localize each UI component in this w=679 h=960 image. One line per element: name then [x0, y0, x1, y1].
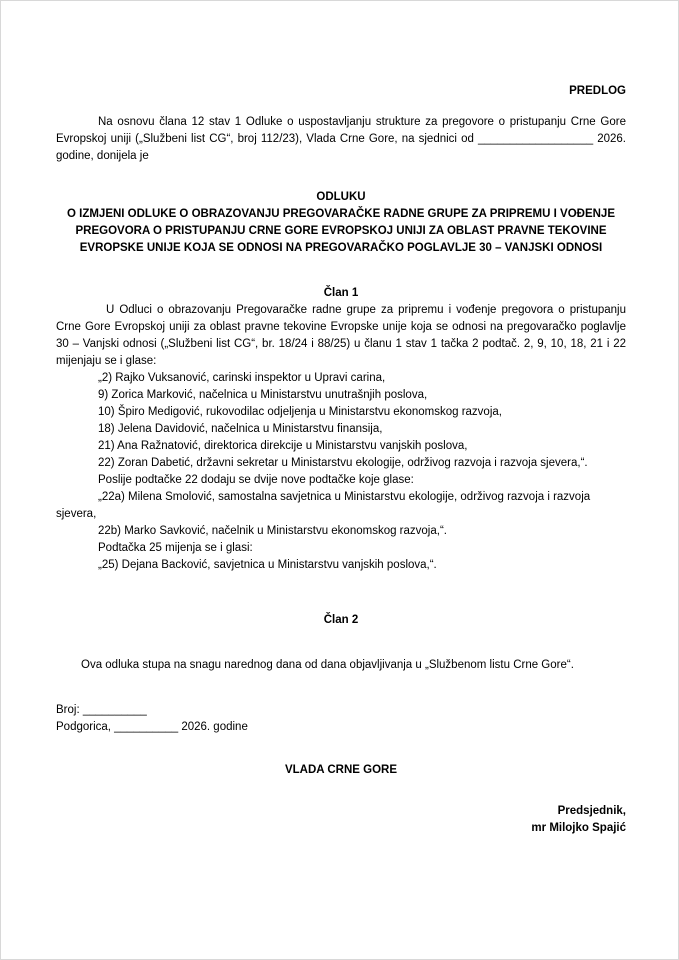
decision-title-block — [56, 189, 626, 257]
intro-paragraph: Na osnovu člana 12 stav 1 Odluke o uspostavljanju strukture za pregovore o pristupanju Crne Gore Evropskoj uniji („Službeni list CG“, broj 112/23), Vlada Crne Gore, na sjednici od __________________ 2026. godine, donijela je — [56, 116, 626, 162]
amendment-line: „25) Dejana Backović, savjetnica u Ministarstvu vanjskih poslova,“. — [98, 559, 437, 571]
signature-block — [56, 803, 626, 837]
article-2-body: Ova odluka stupa na snagu narednog dana od dana objavljivanja u „Službenom listu Crne Gore“. — [81, 659, 574, 671]
amendment-line: 18) Jelena Davidović, načelnica u Ministarstvu finansija, — [98, 423, 383, 435]
footer-number-line: Broj: __________ — [56, 704, 147, 716]
government-name: VLADA CRNE GORE — [284, 764, 398, 776]
amendment-line: „2) Rajko Vuksanović, carinski inspektor u Upravi carina, — [98, 372, 386, 384]
amendment-line: 10) Špiro Medigović, rukovodilac odjeljenja u Ministarstvu ekonomskog razvoja, — [98, 406, 502, 418]
amendment-line: 9) Zorica Marković, načelnica u Ministarstvu unutrašnjih poslova, — [98, 389, 428, 401]
decision-subtitle: O IZMJENI ODLUKE O OBRAZOVANJU PREGOVARAČKE RADNE GRUPE ZA PRIPREMU I VOĐENJE PREGOVORA O PRISTUPANJU CRNE GORE EVROPSKOJ UNIJI ZA OBLAST PRAVNE TEKOVINE EVROPSKE UNIJE KOJA SE ODNOSI NA PREGOVARAČKO POGLAVLJE 30 – VANJSKI ODNOSI — [66, 208, 615, 254]
amendment-line: 21) Ana Ražnatović, direktorica direkcije u Ministarstvu vanjskih poslova, — [98, 440, 468, 452]
amendment-line: „22a) Milena Smolović, samostalna savjetnica u Ministarstvu ekologije, održivog razvoja i razvoja sjevera, — [56, 491, 591, 520]
decision-title: ODLUKU — [316, 191, 366, 203]
article-1-amendment-lines — [56, 370, 626, 574]
doc-label: PREDLOG — [569, 85, 626, 97]
amendment-line: Podtačka 25 mijenja se i glasi: — [98, 542, 253, 554]
footer-place-date-line: Podgorica, __________ 2026. godine — [56, 721, 248, 733]
signature-title: Predsjednik, — [557, 805, 626, 817]
amendment-line: 22b) Marko Savković, načelnik u Ministarstvu ekonomskog razvoja,“. — [98, 525, 447, 537]
article-1-heading: Član 1 — [323, 287, 359, 299]
amendment-line: Poslije podtačke 22 dodaju se dvije nove podtačke koje glase: — [98, 474, 414, 486]
article-2-heading: Član 2 — [323, 614, 359, 626]
signature-name: mr Milojko Spajić — [531, 822, 626, 834]
article-1-intro: U Odluci o obrazovanju Pregovaračke radne grupe za pripremu i vođenje pregovora o pristupanju Crne Gore Evropskoj uniji za oblast pravne tekovine Evropske unije koja se odnosi na pregovaračko poglavlje 30 – Vanjski odnosi („Službeni list CG“, br. 18/24 i 88/25) u članu 1 stav 1 tačka 2 podtač. 2, 9, 10, 18, 21 i 22 mijenjaju se i glase: — [56, 304, 626, 367]
amendment-line: 22) Zoran Dabetić, državni sekretar u Ministarstvu ekologije, održivog razvoja i razvoja sjevera,“. — [98, 457, 588, 469]
